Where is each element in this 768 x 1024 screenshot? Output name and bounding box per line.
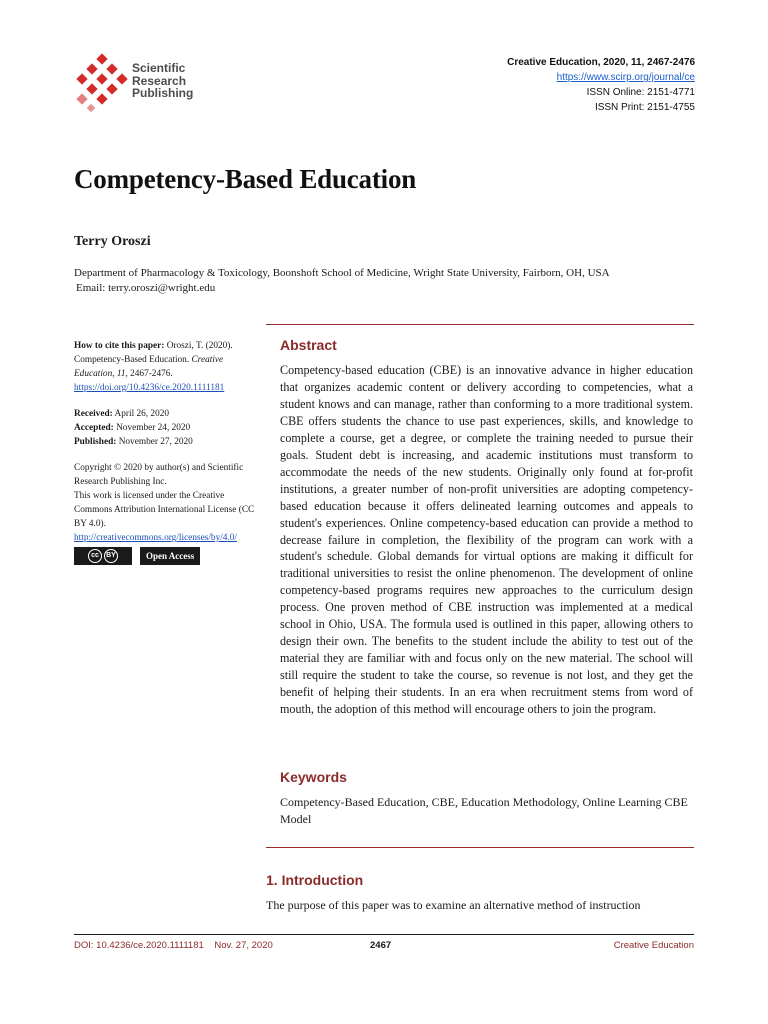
doi-link[interactable]: https://doi.org/10.4236/ce.2020.1111181 [74, 383, 225, 393]
publisher-line-1: Scientific [132, 61, 186, 75]
footer-date: Nov. 27, 2020 [214, 940, 273, 951]
author-name: Terry Oroszi [74, 234, 151, 249]
cc-icon: cc [88, 549, 102, 563]
published-date [74, 435, 264, 449]
accepted-value: November 24, 2020 [113, 423, 191, 433]
cite-text-1: Oroszi, T. (2020). Competency-Based Education. [74, 341, 233, 365]
abstract-top-rule [266, 324, 694, 325]
cc-by-badge[interactable] [74, 547, 132, 565]
license-text: This work is licensed under the Creative Commons Attribution International License (CC BY 4.0). [74, 491, 255, 529]
author-affiliation: Department of Pharmacology & Toxicology, Boonshoft School of Medicine, Wright State University, Fairborn, OH, USA [74, 267, 610, 279]
issn-print: ISSN Print: 2151-4755 [594, 102, 695, 113]
abstract-text: Competency-based education (CBE) is an innovative advance in higher education that organizes academic content or delivery according to competencies, what a student knows and can manage, rather than conforming to a more traditional system. CBE offers students the chance to use past experiences, skills, and knowledge to complete a course, get a degree, or complete the training needed to pursue their goals. Student debt is increasing, and academic institutions must transform to accommodate the needs of the new students. Originally only found at for-profit institutions, a greater number of non-profit universities are adopting competency-based education because it offers delineated learning outcomes and appeals to student's experiences. Online competency-based education can provide a method to decrease failure in completion, the flexibility of the program can work with a student's schedule. Global demands for virtual options are making it difficult for traditional universities to resist the online phenomenon. The development of online competency-based programs requires new approaches to the curriculum design process. One proven method of CBE instruction was implemented at a medical school in Ohio, USA. The formula used is outlined in this paper, allowing others to design their own. The benefits to the student include the ability to test out of the material they are familiar with and focus only on the new material. The school will still require the student to take the course, so revenue is not lost, and they get the benefit of helping their students. In an era when recruitment stems from word of mouth, the adoption of this method will encourage others to join the program. [280, 363, 693, 717]
issn-online: ISSN Online: 2151-4771 [586, 87, 695, 98]
citation-block [74, 339, 264, 381]
abstract-heading: Abstract [280, 337, 337, 353]
page-number: 2467 [370, 940, 392, 951]
footer-journal: Creative Education [613, 940, 694, 951]
received-date [74, 407, 264, 421]
introduction-text: The purpose of this paper was to examine an alternative method of instruction [266, 898, 641, 912]
received-label: Received: [74, 409, 113, 419]
introduction-heading: 1. Introduction [266, 872, 364, 888]
paper-title: Competency-Based Education [74, 164, 417, 194]
journal-header [507, 55, 695, 115]
accepted-label: Accepted: [74, 423, 114, 433]
accepted-date [74, 421, 264, 435]
article-info-sidebar [74, 339, 264, 565]
publisher-line-3: Publishing [132, 86, 194, 100]
keywords-heading: Keywords [280, 769, 347, 785]
footer-doi-value: DOI: 10.4236/ce.2020.1111181 [74, 940, 204, 951]
published-value: November 27, 2020 [116, 437, 193, 447]
copyright-text: Copyright © 2020 by author(s) and Scientific Research Publishing Inc. [74, 463, 244, 487]
cite-journal: Creative Education, 11, [74, 355, 224, 379]
publisher-line-2: Research [132, 73, 187, 88]
published-label: Published: [74, 437, 117, 447]
received-value: April 26, 2020 [112, 409, 170, 419]
cite-text-2: 2467-2476. [127, 369, 173, 379]
cite-label: How to cite this paper: [74, 341, 165, 351]
license-link[interactable]: http://creativecommons.org/licenses/by/4.0/ [74, 533, 238, 543]
keywords-bottom-rule [266, 847, 694, 848]
footer-rule [74, 934, 694, 935]
author-email: Email: terry.oroszi@wright.edu [76, 282, 216, 294]
footer-doi [74, 940, 273, 951]
journal-citation: Creative Education, 2020, 11, 2467-2476 [507, 57, 695, 68]
by-icon: BY [104, 549, 118, 563]
journal-url-link[interactable]: https://www.scirp.org/journal/ce [556, 72, 695, 83]
publisher-name [132, 62, 193, 100]
open-access-badge[interactable]: Open Access [140, 547, 200, 565]
keywords-text: Competency-Based Education, CBE, Education Methodology, Online Learning CBE Model [280, 795, 688, 826]
license-badges [74, 547, 264, 565]
